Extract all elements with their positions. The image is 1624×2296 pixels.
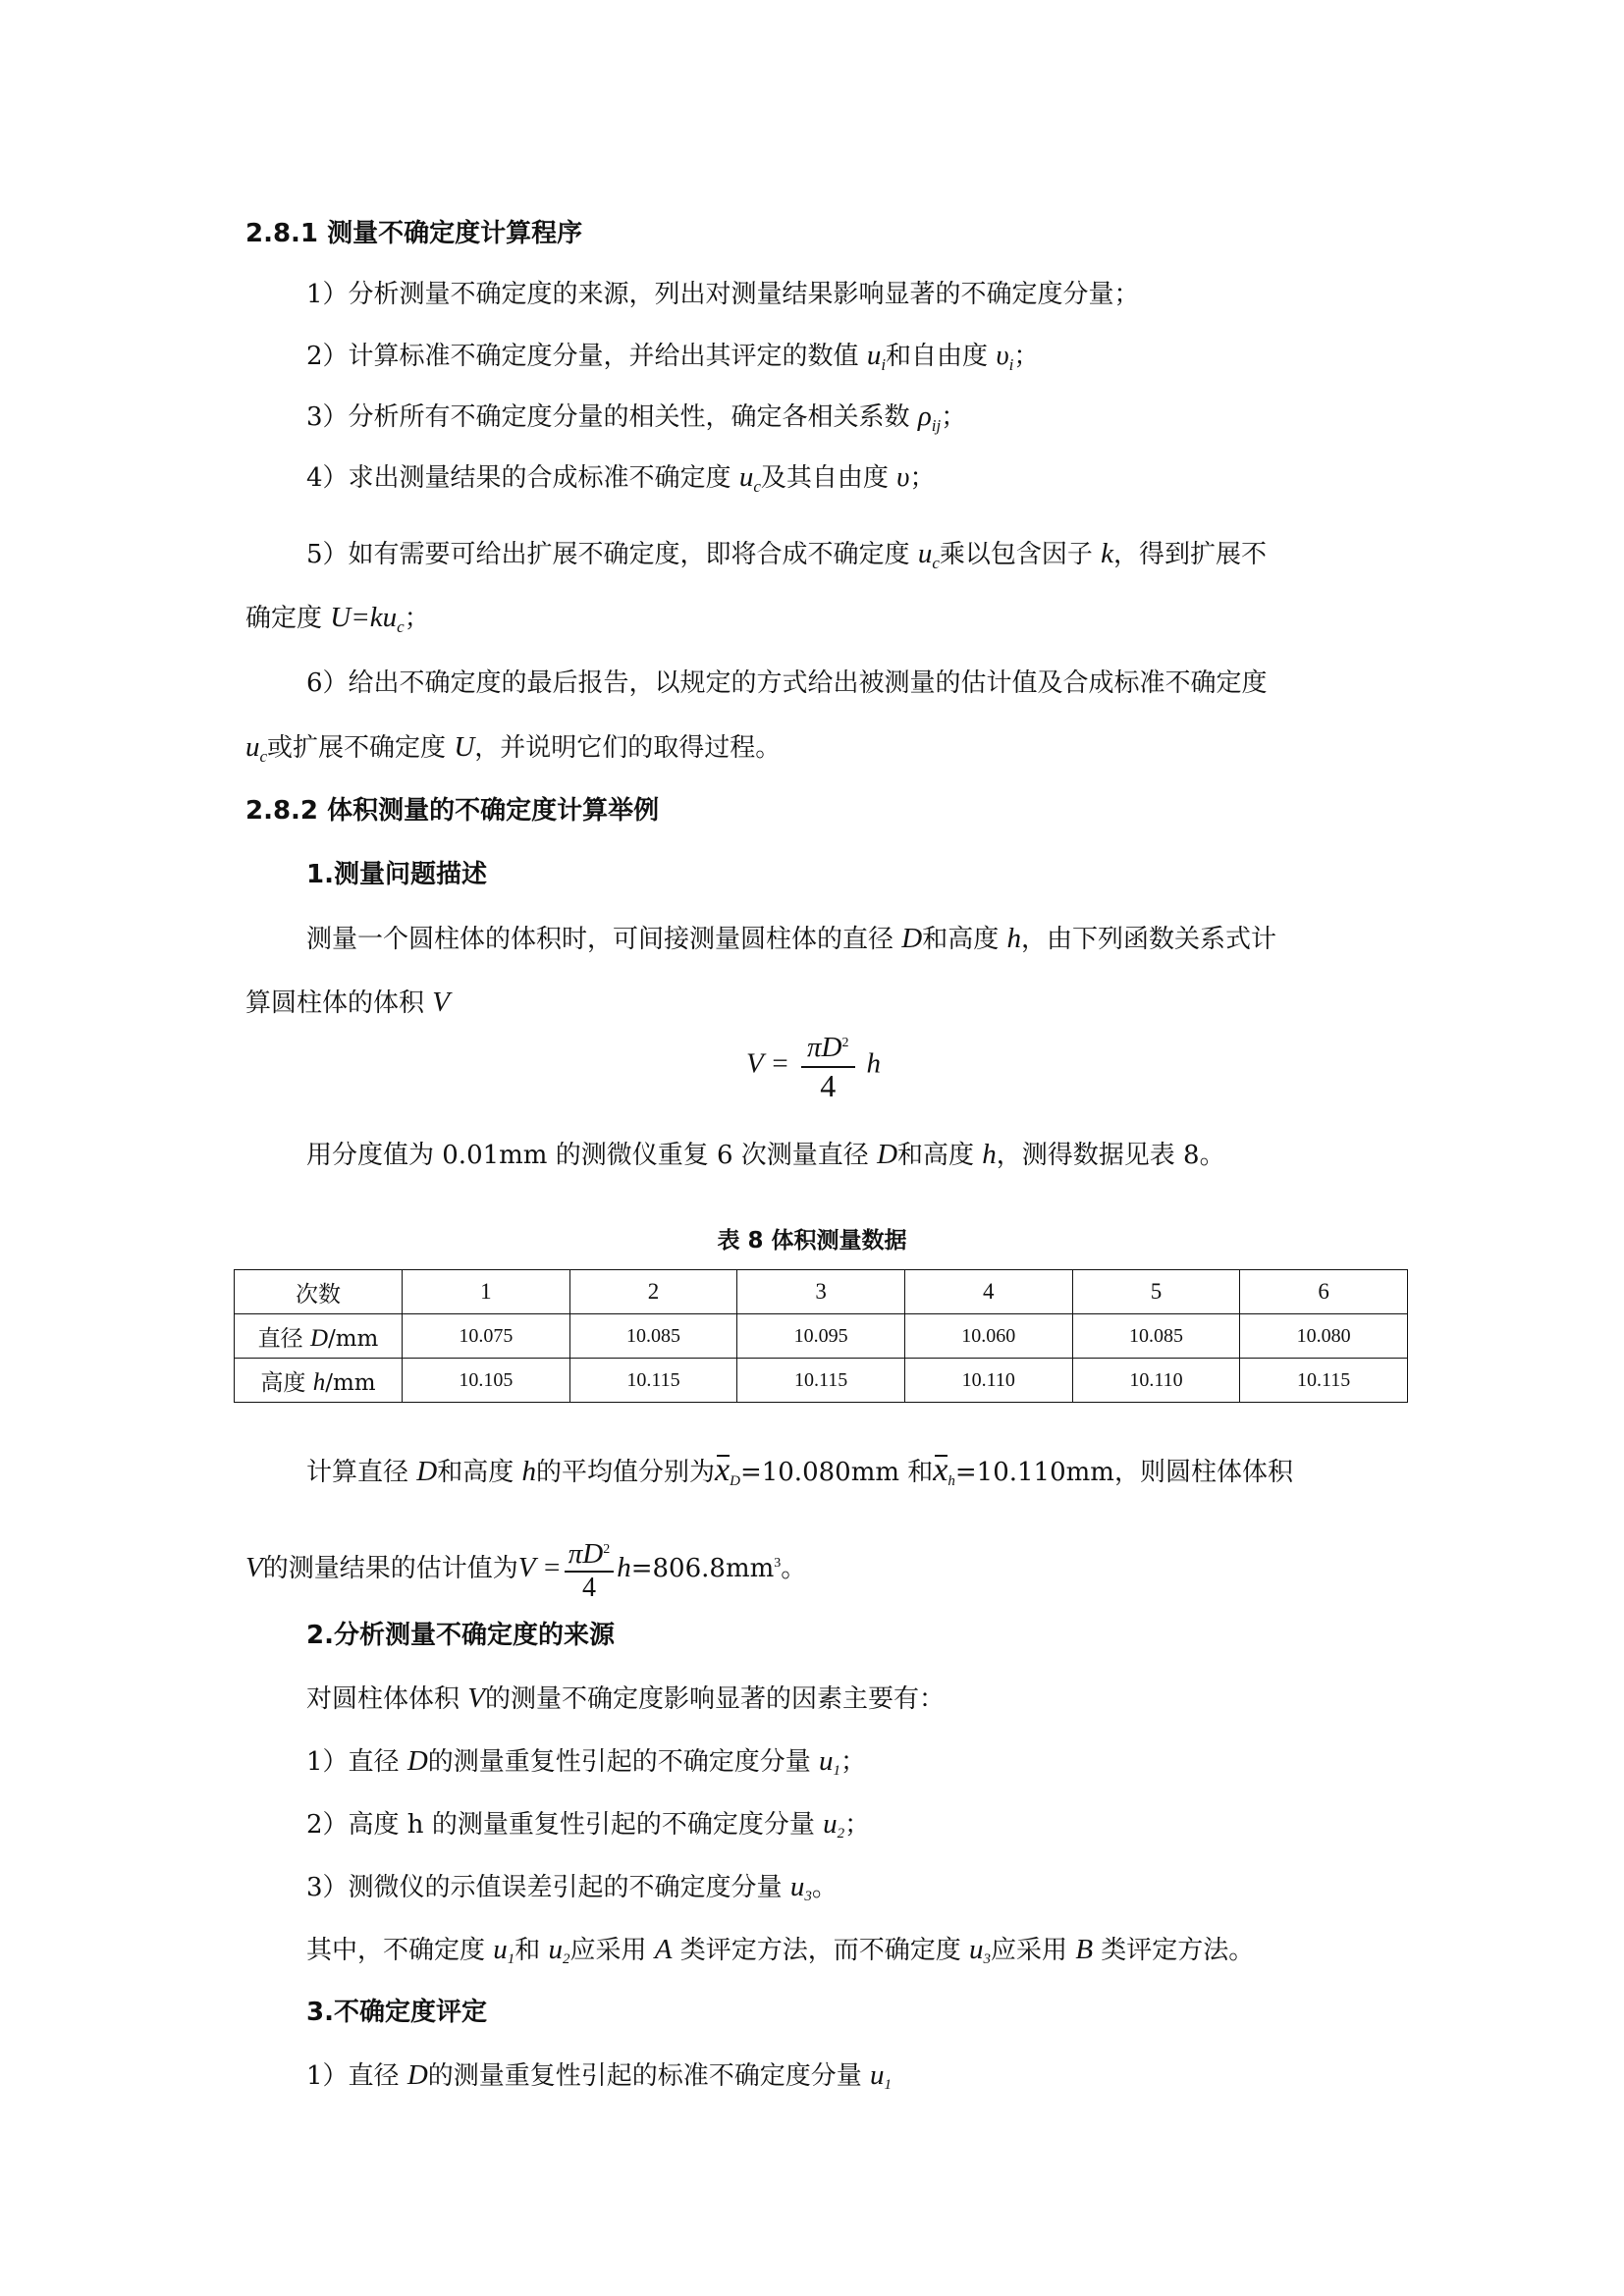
table-header-cell: 4 <box>904 1270 1072 1314</box>
step-1: 1）分析测量不确定度的来源，列出对测量结果影响显著的不确定度分量； <box>306 280 1140 309</box>
step-6-line-1: 6）给出不确定度的最后报告，以规定的方式给出被测量的估计值及合成标准不确定度 <box>306 668 1268 698</box>
part-1-para-line-1: 测量一个圆柱体的体积时，可间接测量圆柱体的直径 D和高度 h，由下列函数关系式计 <box>306 923 1276 954</box>
table-cell: 10.115 <box>737 1359 905 1403</box>
step-5-line-2: 确定度 $U=ku_c$； <box>245 602 430 636</box>
estimate-fraction: $\frac{\pi D^2}{4}$ <box>565 1535 614 1604</box>
mean-line-1: 计算直径 D和高度 h的平均值分别为xD=10.080mm 和xh=10.110mm，则圆柱体体积 <box>306 1452 1293 1489</box>
table-cell: 10.110 <box>904 1359 1072 1403</box>
step-4: 4）求出测量结果的合成标准不确定度 $u_c$及其自由度 υ； <box>306 461 936 496</box>
table-cell: 10.105 <box>403 1359 570 1403</box>
table-header-cell: 6 <box>1240 1270 1408 1314</box>
table-header-cell: 3 <box>737 1270 905 1314</box>
volume-formula: V = $\frac{\pi D^2}{4}$ h <box>746 1027 881 1103</box>
step-6-line-2: $u_c$或扩展不确定度 U，并说明它们的取得过程。 <box>245 731 782 766</box>
table-cell: 10.115 <box>569 1359 737 1403</box>
part-1-heading: 1.测量问题描述 <box>306 860 487 889</box>
part-2-item-2: 2）高度 h 的测量重复性引起的不确定度分量 u2； <box>306 1808 871 1842</box>
table-cell: 10.085 <box>569 1314 737 1359</box>
table-cell: 10.075 <box>403 1314 570 1359</box>
part-2-heading: 2.分析测量不确定度的来源 <box>306 1621 615 1650</box>
part-2-note: 其中，不确定度 u1和 u2应采用 A 类评定方法，而不确定度 u3应采用 B 类评定方法。 <box>306 1934 1255 1967</box>
table-cell: 10.060 <box>904 1314 1072 1359</box>
table-cell: 10.080 <box>1240 1314 1408 1359</box>
row-label-height: 高度 h/mm <box>235 1359 403 1403</box>
table-row <box>235 1314 1408 1359</box>
row-label-diameter: 直径 D/mm <box>235 1314 403 1359</box>
table-cell: 10.095 <box>737 1314 905 1359</box>
mean-line-2: V的测量结果的估计值为V = $\frac{\pi D^2}{4}$ $h=806.8mm^3$。 <box>245 1526 806 1601</box>
table-header-row <box>235 1270 1408 1314</box>
part-2-item-3: 3）测微仪的示值误差引起的不确定度分量 u3。 <box>306 1871 838 1904</box>
table-header-label: 次数 <box>235 1270 403 1314</box>
step-3: 3）分析所有不确定度分量的相关性，确定各相关系数 $\rho_{ij}$； <box>306 400 967 435</box>
table-header-cell: 2 <box>569 1270 737 1314</box>
part-1-para-line-3: 用分度值为 0.01mm 的测微仪重复 6 次测量直径 D和高度 h，测得数据见表 8。 <box>306 1139 1225 1170</box>
formula-fraction: $\frac{\pi D^2}{4}$ <box>801 1027 854 1103</box>
step-2: 2）计算标准不确定度分量，并给出其评定的数值 $u_i$和自由度 $\upsilon_i$； <box>306 340 1040 374</box>
step-5-line-1: 5）如有需要可给出扩展不确定度，即将合成不确定度 $u_c$乘以包含因子 k，得到扩展不 <box>306 538 1268 572</box>
table-header-cell: 5 <box>1072 1270 1240 1314</box>
part-3-heading: 3.不确定度评定 <box>306 1998 487 2027</box>
mean-x-h-symbol: x <box>933 1452 948 1488</box>
section-heading-2-8-1: 2.8.1 测量不确定度计算程序 <box>245 219 583 248</box>
mean-x-D-symbol: x <box>715 1452 731 1488</box>
part-2-intro: 对圆柱体体积 V的测量不确定度影响显著的因素主要有： <box>306 1682 945 1714</box>
table-cell: 10.110 <box>1072 1359 1240 1403</box>
table-caption: 表 8 体积测量数据 <box>717 1228 907 1254</box>
table-header-cell: 1 <box>403 1270 570 1314</box>
table-cell: 10.115 <box>1240 1359 1408 1403</box>
measurement-table <box>234 1269 1408 1403</box>
table-cell: 10.085 <box>1072 1314 1240 1359</box>
part-2-item-1: 1）直径 D的测量重复性引起的不确定度分量 u1； <box>306 1745 867 1779</box>
part-1-para-line-2: 算圆柱体的体积 V <box>245 987 450 1018</box>
section-heading-2-8-2: 2.8.2 体积测量的不确定度计算举例 <box>245 796 660 826</box>
table-row <box>235 1359 1408 1403</box>
part-3-item-1: 1）直径 D的测量重复性引起的标准不确定度分量 u1 <box>306 2059 893 2093</box>
